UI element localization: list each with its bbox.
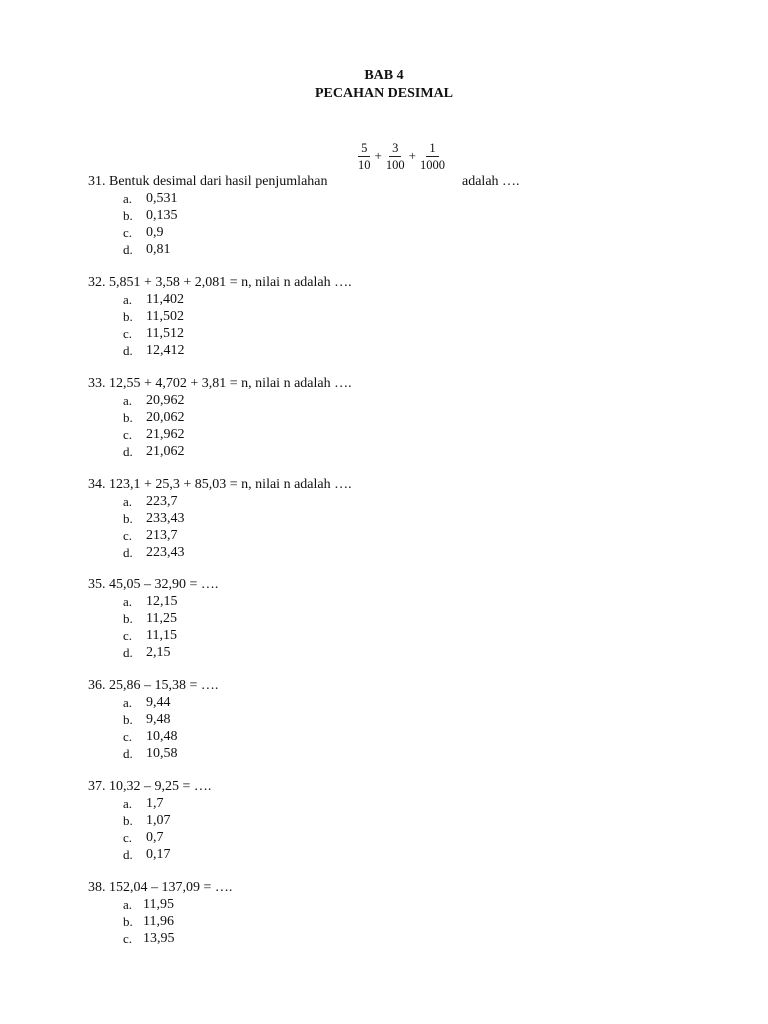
answer-option (88, 694, 728, 711)
question-text-tail: adalah …. (462, 174, 520, 189)
option-value: 0,531 (146, 191, 178, 206)
question-number: 33. (88, 376, 106, 391)
question-stem (88, 173, 728, 190)
answer-option (88, 627, 728, 644)
option-label: c. (123, 528, 133, 543)
fraction-denominator: 1000 (419, 157, 445, 172)
option-value: 2,15 (146, 645, 171, 660)
fraction-denominator: 10 (358, 157, 371, 172)
plus-sign: + (408, 148, 416, 163)
answer-option (88, 829, 728, 846)
question-text: 12,55 + 4,702 + 3,81 = n, nilai n adalah …. (109, 376, 352, 391)
question-33 (88, 375, 728, 460)
answer-option (88, 241, 728, 258)
option-value: 1,7 (146, 796, 164, 811)
answer-option (88, 728, 728, 745)
answer-option (88, 544, 728, 561)
option-label: a. (123, 897, 133, 912)
answer-option (88, 795, 728, 812)
option-value: 11,502 (146, 309, 184, 324)
option-value: 233,43 (146, 511, 185, 526)
answer-option (88, 224, 728, 241)
plus-sign: + (374, 148, 382, 163)
question-stem (88, 677, 728, 694)
question-36 (88, 677, 728, 762)
fraction-numerator: 5 (358, 141, 370, 157)
answer-option (88, 711, 728, 728)
option-label: b. (123, 410, 133, 425)
question-32 (88, 274, 728, 359)
option-label: b. (123, 611, 133, 626)
option-value: 11,512 (146, 326, 184, 341)
question-38 (88, 879, 728, 947)
option-value: 223,43 (146, 545, 185, 560)
question-stem (88, 476, 728, 493)
page-title: PECAHAN DESIMAL (314, 86, 454, 101)
question-35 (88, 576, 728, 661)
option-label: a. (123, 695, 133, 710)
option-label: b. (123, 914, 133, 929)
question-text: 10,32 – 9,25 = …. (109, 779, 212, 794)
question-text: 45,05 – 32,90 = …. (109, 577, 219, 592)
answer-option (88, 426, 728, 443)
option-label: a. (123, 494, 133, 509)
question-text: Bentuk desimal dari hasil penjumlahan (109, 174, 328, 189)
answer-option (88, 207, 728, 224)
option-label: b. (123, 309, 133, 324)
option-value: 0,17 (146, 847, 171, 862)
option-label: c. (123, 427, 133, 442)
question-stem (88, 879, 728, 896)
option-value: 223,7 (146, 494, 178, 509)
option-value: 20,962 (146, 393, 185, 408)
answer-option (88, 325, 728, 342)
option-value: 213,7 (146, 528, 178, 543)
option-value: 11,402 (146, 292, 184, 307)
option-value: 13,95 (143, 931, 175, 946)
option-value: 0,81 (146, 242, 171, 257)
question-number: 36. (88, 678, 106, 693)
question-text: 152,04 – 137,09 = …. (109, 880, 233, 895)
option-label: a. (123, 594, 133, 609)
answer-option (88, 392, 728, 409)
option-value: 1,07 (146, 813, 171, 828)
fraction-expression (355, 136, 448, 176)
chapter-heading: BAB 4 (364, 68, 404, 83)
option-label: d. (123, 444, 133, 459)
question-stem (88, 576, 728, 593)
option-value: 9,48 (146, 712, 171, 727)
fraction-numerator: 1 (426, 141, 438, 157)
question-number: 37. (88, 779, 106, 794)
option-value: 10,48 (146, 729, 178, 744)
option-label: a. (123, 191, 133, 206)
question-37 (88, 778, 728, 863)
option-label: b. (123, 813, 133, 828)
fraction-denominator: 100 (385, 157, 405, 172)
answer-option (88, 493, 728, 510)
option-value: 11,15 (146, 628, 177, 643)
question-stem (88, 778, 728, 795)
answer-option (88, 443, 728, 460)
option-value: 0,9 (146, 225, 164, 240)
answer-option (88, 930, 728, 947)
option-value: 20,062 (146, 410, 185, 425)
option-label: c. (123, 225, 133, 240)
option-value: 12,15 (146, 594, 178, 609)
answer-option (88, 510, 728, 527)
answer-option (88, 913, 728, 930)
answer-option (88, 644, 728, 661)
question-text: 5,851 + 3,58 + 2,081 = n, nilai n adalah …. (109, 275, 352, 290)
question-number: 35. (88, 577, 106, 592)
question-31 (88, 173, 728, 258)
answer-option (88, 308, 728, 325)
option-label: c. (123, 628, 133, 643)
question-stem (88, 375, 728, 392)
option-label: d. (123, 746, 133, 761)
question-text: 25,86 – 15,38 = …. (109, 678, 219, 693)
option-value: 21,062 (146, 444, 185, 459)
fraction (417, 141, 448, 172)
answer-option (88, 342, 728, 359)
option-value: 11,25 (146, 611, 177, 626)
question-34 (88, 476, 728, 561)
option-value: 0,135 (146, 208, 178, 223)
option-label: d. (123, 343, 133, 358)
answer-option (88, 593, 728, 610)
option-label: d. (123, 545, 133, 560)
option-label: b. (123, 712, 133, 727)
option-value: 9,44 (146, 695, 171, 710)
option-label: c. (123, 830, 133, 845)
option-label: a. (123, 393, 133, 408)
question-stem (88, 274, 728, 291)
option-label: c. (123, 931, 133, 946)
option-label: a. (123, 796, 133, 811)
question-text: 123,1 + 25,3 + 85,03 = n, nilai n adalah …. (109, 477, 352, 492)
answer-option (88, 610, 728, 627)
option-value: 11,96 (143, 914, 174, 929)
option-label: d. (123, 242, 133, 257)
option-label: b. (123, 511, 133, 526)
answer-option (88, 812, 728, 829)
option-label: c. (123, 326, 133, 341)
answer-option (88, 527, 728, 544)
option-label: c. (123, 729, 133, 744)
option-label: d. (123, 645, 133, 660)
option-label: b. (123, 208, 133, 223)
answer-option (88, 846, 728, 863)
option-value: 11,95 (143, 897, 174, 912)
option-label: d. (123, 847, 133, 862)
fraction-numerator: 3 (389, 141, 401, 157)
question-number: 32. (88, 275, 106, 290)
answer-option (88, 745, 728, 762)
question-number: 34. (88, 477, 106, 492)
answer-option (88, 291, 728, 308)
option-value: 12,412 (146, 343, 185, 358)
answer-option (88, 190, 728, 207)
answer-option (88, 409, 728, 426)
question-number: 31. (88, 174, 106, 189)
answer-option (88, 896, 728, 913)
option-label: a. (123, 292, 133, 307)
fraction (355, 141, 374, 172)
option-value: 21,962 (146, 427, 185, 442)
fraction (383, 141, 408, 172)
option-value: 10,58 (146, 746, 178, 761)
question-number: 38. (88, 880, 106, 895)
option-value: 0,7 (146, 830, 164, 845)
